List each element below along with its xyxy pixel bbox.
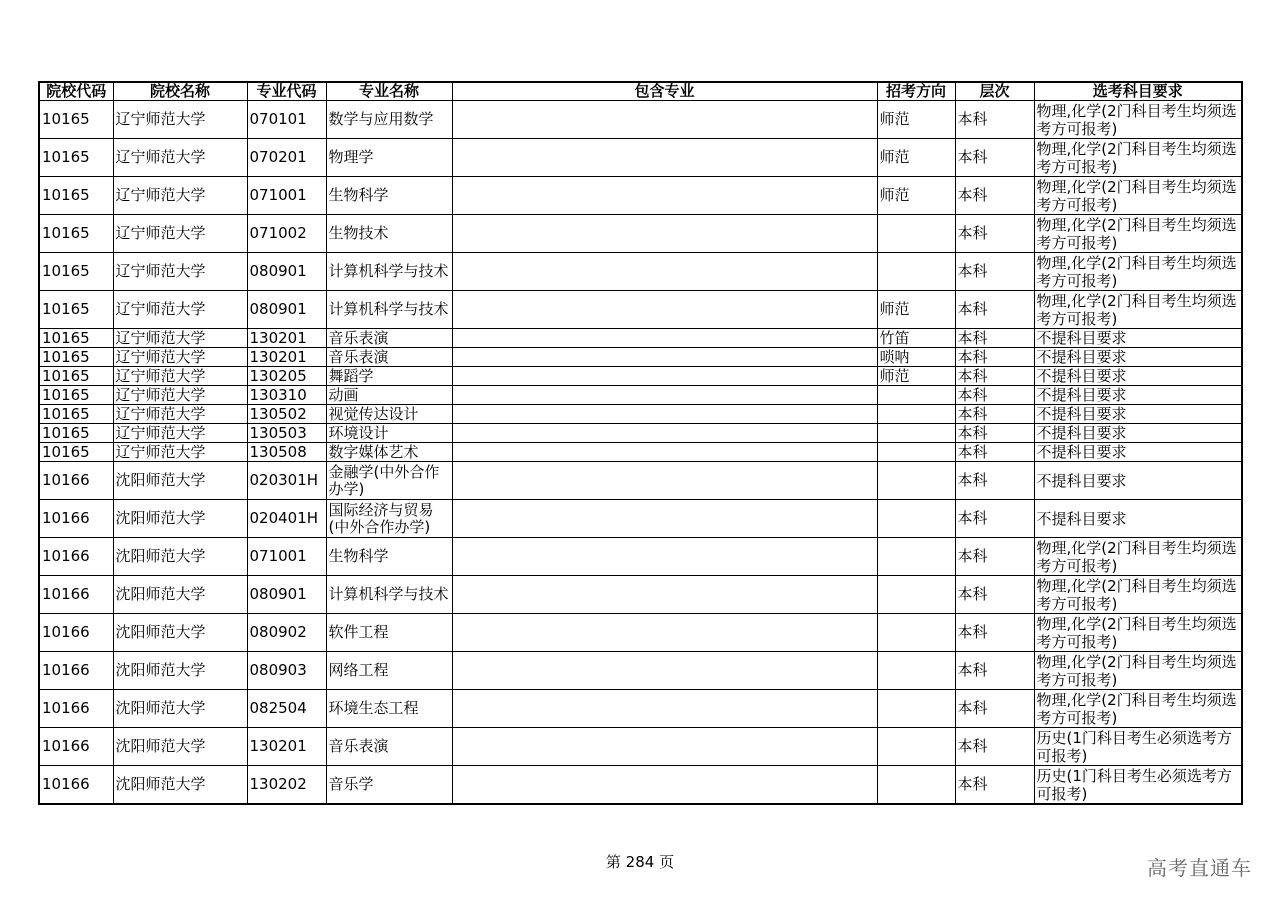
cell-direction — [877, 253, 955, 291]
cell-school-name: 辽宁师范大学 — [113, 177, 247, 215]
cell-school-code: 10166 — [39, 652, 113, 690]
header-level: 层次 — [955, 82, 1034, 101]
cell-subject-requirement: 物理,化学(2门科目考生均须选考方可报考) — [1034, 139, 1242, 177]
cell-subject-requirement: 不提科目要求 — [1034, 500, 1242, 538]
cell-major-code: 071002 — [247, 215, 326, 253]
cell-school-code: 10165 — [39, 405, 113, 424]
cell-school-name: 辽宁师范大学 — [113, 253, 247, 291]
cell-school-code: 10165 — [39, 215, 113, 253]
cell-school-code: 10166 — [39, 614, 113, 652]
cell-major-name: 软件工程 — [326, 614, 452, 652]
cell-included-majors — [452, 766, 877, 805]
cell-major-code: 080901 — [247, 291, 326, 329]
cell-direction — [877, 386, 955, 405]
cell-subject-requirement: 不提科目要求 — [1034, 462, 1242, 500]
cell-school-code: 10166 — [39, 766, 113, 805]
cell-major-code: 130201 — [247, 728, 326, 766]
header-school-name: 院校名称 — [113, 82, 247, 101]
cell-major-name: 生物技术 — [326, 215, 452, 253]
cell-school-name: 辽宁师范大学 — [113, 443, 247, 462]
cell-major-name: 计算机科学与技术 — [326, 291, 452, 329]
cell-school-code: 10165 — [39, 291, 113, 329]
cell-included-majors — [452, 652, 877, 690]
table-row — [39, 690, 1242, 728]
cell-major-code: 080901 — [247, 253, 326, 291]
cell-included-majors — [452, 177, 877, 215]
cell-major-code: 130508 — [247, 443, 326, 462]
cell-major-code: 071001 — [247, 177, 326, 215]
cell-major-code: 070201 — [247, 139, 326, 177]
cell-level: 本科 — [955, 215, 1034, 253]
cell-included-majors — [452, 443, 877, 462]
cell-major-code: 130205 — [247, 367, 326, 386]
cell-school-code: 10165 — [39, 253, 113, 291]
cell-subject-requirement: 物理,化学(2门科目考生均须选考方可报考) — [1034, 253, 1242, 291]
cell-level: 本科 — [955, 291, 1034, 329]
table-body — [39, 101, 1242, 805]
cell-direction — [877, 652, 955, 690]
cell-included-majors — [452, 329, 877, 348]
cell-direction — [877, 576, 955, 614]
table-row — [39, 500, 1242, 538]
cell-included-majors — [452, 101, 877, 139]
cell-included-majors — [452, 405, 877, 424]
cell-included-majors — [452, 367, 877, 386]
cell-level: 本科 — [955, 386, 1034, 405]
cell-included-majors — [452, 291, 877, 329]
cell-major-name: 舞蹈学 — [326, 367, 452, 386]
cell-level: 本科 — [955, 177, 1034, 215]
cell-direction: 师范 — [877, 139, 955, 177]
cell-major-name: 计算机科学与技术 — [326, 576, 452, 614]
cell-major-code: 130201 — [247, 329, 326, 348]
cell-direction — [877, 728, 955, 766]
cell-level: 本科 — [955, 500, 1034, 538]
cell-level: 本科 — [955, 367, 1034, 386]
table-row — [39, 405, 1242, 424]
cell-school-name: 辽宁师范大学 — [113, 139, 247, 177]
cell-subject-requirement: 物理,化学(2门科目考生均须选考方可报考) — [1034, 215, 1242, 253]
table-row — [39, 652, 1242, 690]
cell-level: 本科 — [955, 728, 1034, 766]
cell-major-name: 数字媒体艺术 — [326, 443, 452, 462]
cell-subject-requirement: 物理,化学(2门科目考生均须选考方可报考) — [1034, 576, 1242, 614]
cell-level: 本科 — [955, 614, 1034, 652]
cell-direction — [877, 690, 955, 728]
cell-major-name: 金融学(中外合作办学) — [326, 462, 452, 500]
cell-included-majors — [452, 424, 877, 443]
cell-school-name: 沈阳师范大学 — [113, 538, 247, 576]
cell-school-code: 10166 — [39, 690, 113, 728]
cell-major-name: 视觉传达设计 — [326, 405, 452, 424]
cell-school-code: 10165 — [39, 443, 113, 462]
cell-major-name: 环境生态工程 — [326, 690, 452, 728]
header-direction: 招考方向 — [877, 82, 955, 101]
cell-major-code: 080903 — [247, 652, 326, 690]
cell-level: 本科 — [955, 766, 1034, 805]
cell-level: 本科 — [955, 462, 1034, 500]
table-row — [39, 215, 1242, 253]
cell-subject-requirement: 不提科目要求 — [1034, 405, 1242, 424]
cell-subject-requirement: 不提科目要求 — [1034, 386, 1242, 405]
cell-school-code: 10165 — [39, 424, 113, 443]
cell-subject-requirement: 不提科目要求 — [1034, 367, 1242, 386]
header-included-majors: 包含专业 — [452, 82, 877, 101]
cell-level: 本科 — [955, 329, 1034, 348]
cell-direction — [877, 405, 955, 424]
header-school-code: 院校代码 — [39, 82, 113, 101]
cell-school-name: 辽宁师范大学 — [113, 101, 247, 139]
cell-direction — [877, 424, 955, 443]
cell-school-code: 10165 — [39, 139, 113, 177]
cell-major-name: 数学与应用数学 — [326, 101, 452, 139]
cell-direction: 师范 — [877, 291, 955, 329]
cell-subject-requirement: 不提科目要求 — [1034, 329, 1242, 348]
cell-school-name: 辽宁师范大学 — [113, 329, 247, 348]
cell-direction: 师范 — [877, 177, 955, 215]
cell-level: 本科 — [955, 405, 1034, 424]
table-row — [39, 101, 1242, 139]
cell-included-majors — [452, 386, 877, 405]
cell-subject-requirement: 不提科目要求 — [1034, 348, 1242, 367]
cell-school-name: 沈阳师范大学 — [113, 500, 247, 538]
cell-school-name: 辽宁师范大学 — [113, 348, 247, 367]
cell-school-name: 沈阳师范大学 — [113, 652, 247, 690]
cell-school-name: 辽宁师范大学 — [113, 424, 247, 443]
cell-major-name: 音乐表演 — [326, 728, 452, 766]
table-row — [39, 728, 1242, 766]
cell-included-majors — [452, 462, 877, 500]
cell-included-majors — [452, 728, 877, 766]
cell-level: 本科 — [955, 576, 1034, 614]
cell-direction: 师范 — [877, 101, 955, 139]
cell-direction — [877, 766, 955, 805]
cell-subject-requirement: 物理,化学(2门科目考生均须选考方可报考) — [1034, 538, 1242, 576]
cell-major-code: 080902 — [247, 614, 326, 652]
cell-major-name: 环境设计 — [326, 424, 452, 443]
cell-major-code: 020401H — [247, 500, 326, 538]
cell-school-code: 10166 — [39, 538, 113, 576]
cell-subject-requirement: 历史(1门科目考生必须选考方可报考) — [1034, 766, 1242, 805]
table-row — [39, 177, 1242, 215]
cell-subject-requirement: 物理,化学(2门科目考生均须选考方可报考) — [1034, 101, 1242, 139]
header-major-name: 专业名称 — [326, 82, 452, 101]
header-subject-requirement: 选考科目要求 — [1034, 82, 1242, 101]
cell-major-code: 130202 — [247, 766, 326, 805]
cell-major-name: 物理学 — [326, 139, 452, 177]
cell-level: 本科 — [955, 652, 1034, 690]
cell-school-code: 10166 — [39, 500, 113, 538]
cell-school-code: 10165 — [39, 348, 113, 367]
cell-included-majors — [452, 614, 877, 652]
table-row — [39, 443, 1242, 462]
cell-major-name: 计算机科学与技术 — [326, 253, 452, 291]
cell-direction: 竹笛 — [877, 329, 955, 348]
cell-school-code: 10166 — [39, 728, 113, 766]
cell-subject-requirement: 物理,化学(2门科目考生均须选考方可报考) — [1034, 652, 1242, 690]
table-row — [39, 614, 1242, 652]
cell-level: 本科 — [955, 139, 1034, 177]
table-row — [39, 291, 1242, 329]
cell-school-code: 10165 — [39, 329, 113, 348]
cell-included-majors — [452, 139, 877, 177]
cell-school-name: 沈阳师范大学 — [113, 614, 247, 652]
cell-major-name: 国际经济与贸易(中外合作办学) — [326, 500, 452, 538]
cell-direction — [877, 538, 955, 576]
table-row — [39, 766, 1242, 805]
cell-subject-requirement: 物理,化学(2门科目考生均须选考方可报考) — [1034, 614, 1242, 652]
cell-major-name: 动画 — [326, 386, 452, 405]
table-row — [39, 139, 1242, 177]
cell-school-name: 辽宁师范大学 — [113, 386, 247, 405]
cell-subject-requirement: 物理,化学(2门科目考生均须选考方可报考) — [1034, 690, 1242, 728]
cell-direction — [877, 614, 955, 652]
cell-direction — [877, 462, 955, 500]
table-row — [39, 576, 1242, 614]
cell-major-code: 071001 — [247, 538, 326, 576]
cell-level: 本科 — [955, 348, 1034, 367]
cell-school-code: 10166 — [39, 576, 113, 614]
cell-major-code: 130201 — [247, 348, 326, 367]
cell-major-name: 生物科学 — [326, 177, 452, 215]
cell-direction: 唢呐 — [877, 348, 955, 367]
cell-school-name: 辽宁师范大学 — [113, 367, 247, 386]
cell-major-code: 130310 — [247, 386, 326, 405]
cell-major-code: 080901 — [247, 576, 326, 614]
cell-major-name: 网络工程 — [326, 652, 452, 690]
cell-included-majors — [452, 215, 877, 253]
cell-school-name: 沈阳师范大学 — [113, 576, 247, 614]
table-row — [39, 348, 1242, 367]
cell-subject-requirement: 不提科目要求 — [1034, 424, 1242, 443]
page-number: 第 284 页 — [605, 853, 675, 871]
cell-subject-requirement: 历史(1门科目考生必须选考方可报考) — [1034, 728, 1242, 766]
cell-level: 本科 — [955, 443, 1034, 462]
cell-major-code: 082504 — [247, 690, 326, 728]
cell-included-majors — [452, 253, 877, 291]
admission-table — [38, 81, 1243, 805]
cell-school-name: 沈阳师范大学 — [113, 462, 247, 500]
table-row — [39, 253, 1242, 291]
cell-school-name: 辽宁师范大学 — [113, 215, 247, 253]
cell-school-name: 辽宁师范大学 — [113, 405, 247, 424]
cell-major-code: 130502 — [247, 405, 326, 424]
table-row — [39, 462, 1242, 500]
cell-level: 本科 — [955, 253, 1034, 291]
table-row — [39, 367, 1242, 386]
cell-school-code: 10165 — [39, 101, 113, 139]
cell-subject-requirement: 物理,化学(2门科目考生均须选考方可报考) — [1034, 291, 1242, 329]
cell-major-code: 070101 — [247, 101, 326, 139]
cell-subject-requirement: 不提科目要求 — [1034, 443, 1242, 462]
cell-direction: 师范 — [877, 367, 955, 386]
cell-major-name: 生物科学 — [326, 538, 452, 576]
cell-major-name: 音乐表演 — [326, 348, 452, 367]
cell-school-code: 10165 — [39, 386, 113, 405]
cell-level: 本科 — [955, 538, 1034, 576]
cell-subject-requirement: 物理,化学(2门科目考生均须选考方可报考) — [1034, 177, 1242, 215]
cell-included-majors — [452, 348, 877, 367]
table-header-row — [39, 82, 1242, 101]
watermark-logo: 高考直通车 — [1147, 856, 1252, 880]
cell-included-majors — [452, 690, 877, 728]
cell-major-name: 音乐表演 — [326, 329, 452, 348]
header-major-code: 专业代码 — [247, 82, 326, 101]
table-row — [39, 538, 1242, 576]
table-row — [39, 386, 1242, 405]
cell-level: 本科 — [955, 424, 1034, 443]
cell-included-majors — [452, 538, 877, 576]
cell-major-code: 020301H — [247, 462, 326, 500]
cell-included-majors — [452, 576, 877, 614]
cell-level: 本科 — [955, 101, 1034, 139]
table-row — [39, 329, 1242, 348]
cell-major-code: 130503 — [247, 424, 326, 443]
cell-level: 本科 — [955, 690, 1034, 728]
cell-school-name: 辽宁师范大学 — [113, 291, 247, 329]
cell-school-code: 10165 — [39, 177, 113, 215]
cell-school-code: 10165 — [39, 367, 113, 386]
cell-direction — [877, 500, 955, 538]
table-row — [39, 424, 1242, 443]
cell-major-name: 音乐学 — [326, 766, 452, 805]
cell-direction — [877, 215, 955, 253]
cell-school-code: 10166 — [39, 462, 113, 500]
cell-school-name: 沈阳师范大学 — [113, 690, 247, 728]
cell-included-majors — [452, 500, 877, 538]
cell-school-name: 沈阳师范大学 — [113, 766, 247, 805]
cell-direction — [877, 443, 955, 462]
cell-school-name: 沈阳师范大学 — [113, 728, 247, 766]
